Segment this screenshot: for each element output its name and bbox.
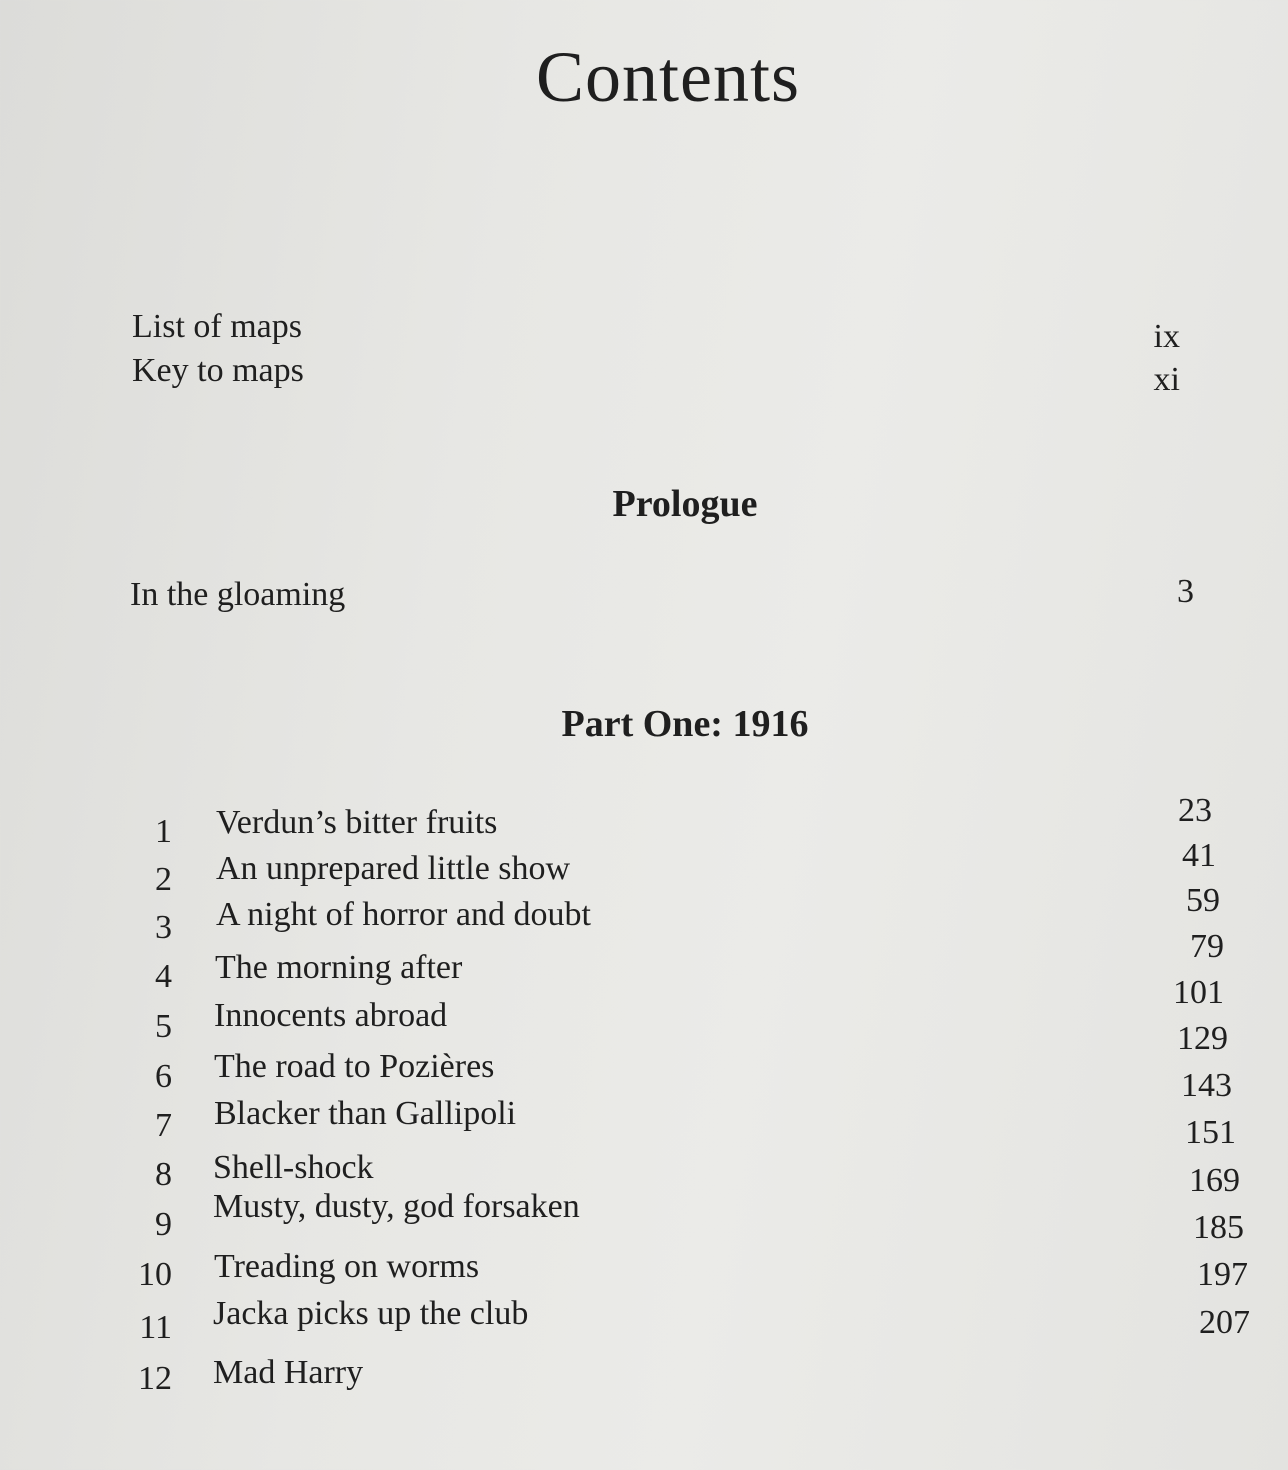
chapter-title: The morning after — [215, 949, 463, 986]
chapter-page: 101 — [1173, 974, 1224, 1011]
chapter-number: 7 — [155, 1107, 172, 1144]
chapter-number: 10 — [138, 1256, 172, 1293]
chapter-page: 207 — [1199, 1304, 1250, 1341]
chapter-title: Mad Harry — [213, 1354, 364, 1391]
chapter-number: 12 — [138, 1360, 172, 1397]
chapter-page: 185 — [1193, 1209, 1244, 1246]
page-title: Contents — [535, 37, 800, 117]
chapter-title: Blacker than Gallipoli — [214, 1095, 517, 1132]
chapter-title: Innocents abroad — [214, 997, 448, 1034]
chapter-number: 6 — [155, 1058, 172, 1095]
chapter-title: Shell-shock — [213, 1149, 374, 1186]
chapter-page: 129 — [1177, 1020, 1228, 1057]
chapter-title: The road to Pozières — [214, 1048, 495, 1085]
front-matter-item-label: List of maps — [132, 308, 302, 345]
prologue-entry-label: In the gloaming — [130, 576, 346, 613]
show-through-text — [760, 140, 772, 193]
prologue-entry-page: 3 — [1177, 573, 1194, 610]
chapter-page: 59 — [1186, 882, 1220, 919]
chapter-title: An unprepared little show — [216, 850, 571, 887]
chapter-title: Musty, dusty, god forsaken — [213, 1188, 580, 1225]
chapter-number: 1 — [155, 813, 172, 850]
front-matter-item-label: Key to maps — [132, 352, 304, 389]
section-heading-prologue: Prologue — [612, 483, 758, 525]
chapter-page: 151 — [1185, 1114, 1236, 1151]
section-heading-part-one: Part One: 1916 — [561, 703, 809, 745]
chapter-number: 9 — [155, 1206, 172, 1243]
chapter-number: 3 — [155, 909, 172, 946]
chapter-page: 169 — [1189, 1162, 1240, 1199]
chapter-number: 8 — [155, 1156, 172, 1193]
chapter-title: Treading on worms — [214, 1248, 480, 1285]
front-matter-item-page: xi — [1153, 361, 1180, 398]
chapter-page: 41 — [1182, 837, 1216, 874]
front-matter-item-page: ix — [1153, 318, 1180, 355]
chapter-title: A night of horror and doubt — [216, 896, 591, 933]
chapter-number: 11 — [139, 1309, 172, 1346]
chapter-number: 2 — [155, 861, 172, 898]
chapter-title: Jacka picks up the club — [213, 1295, 529, 1332]
chapter-page: 23 — [1178, 792, 1212, 829]
chapter-page: 79 — [1190, 928, 1224, 965]
chapter-number: 4 — [155, 958, 172, 995]
chapter-page: 143 — [1181, 1067, 1232, 1104]
chapter-number: 5 — [155, 1008, 172, 1045]
chapter-page: 197 — [1197, 1256, 1248, 1293]
chapter-title: Verdun’s bitter fruits — [216, 804, 498, 841]
